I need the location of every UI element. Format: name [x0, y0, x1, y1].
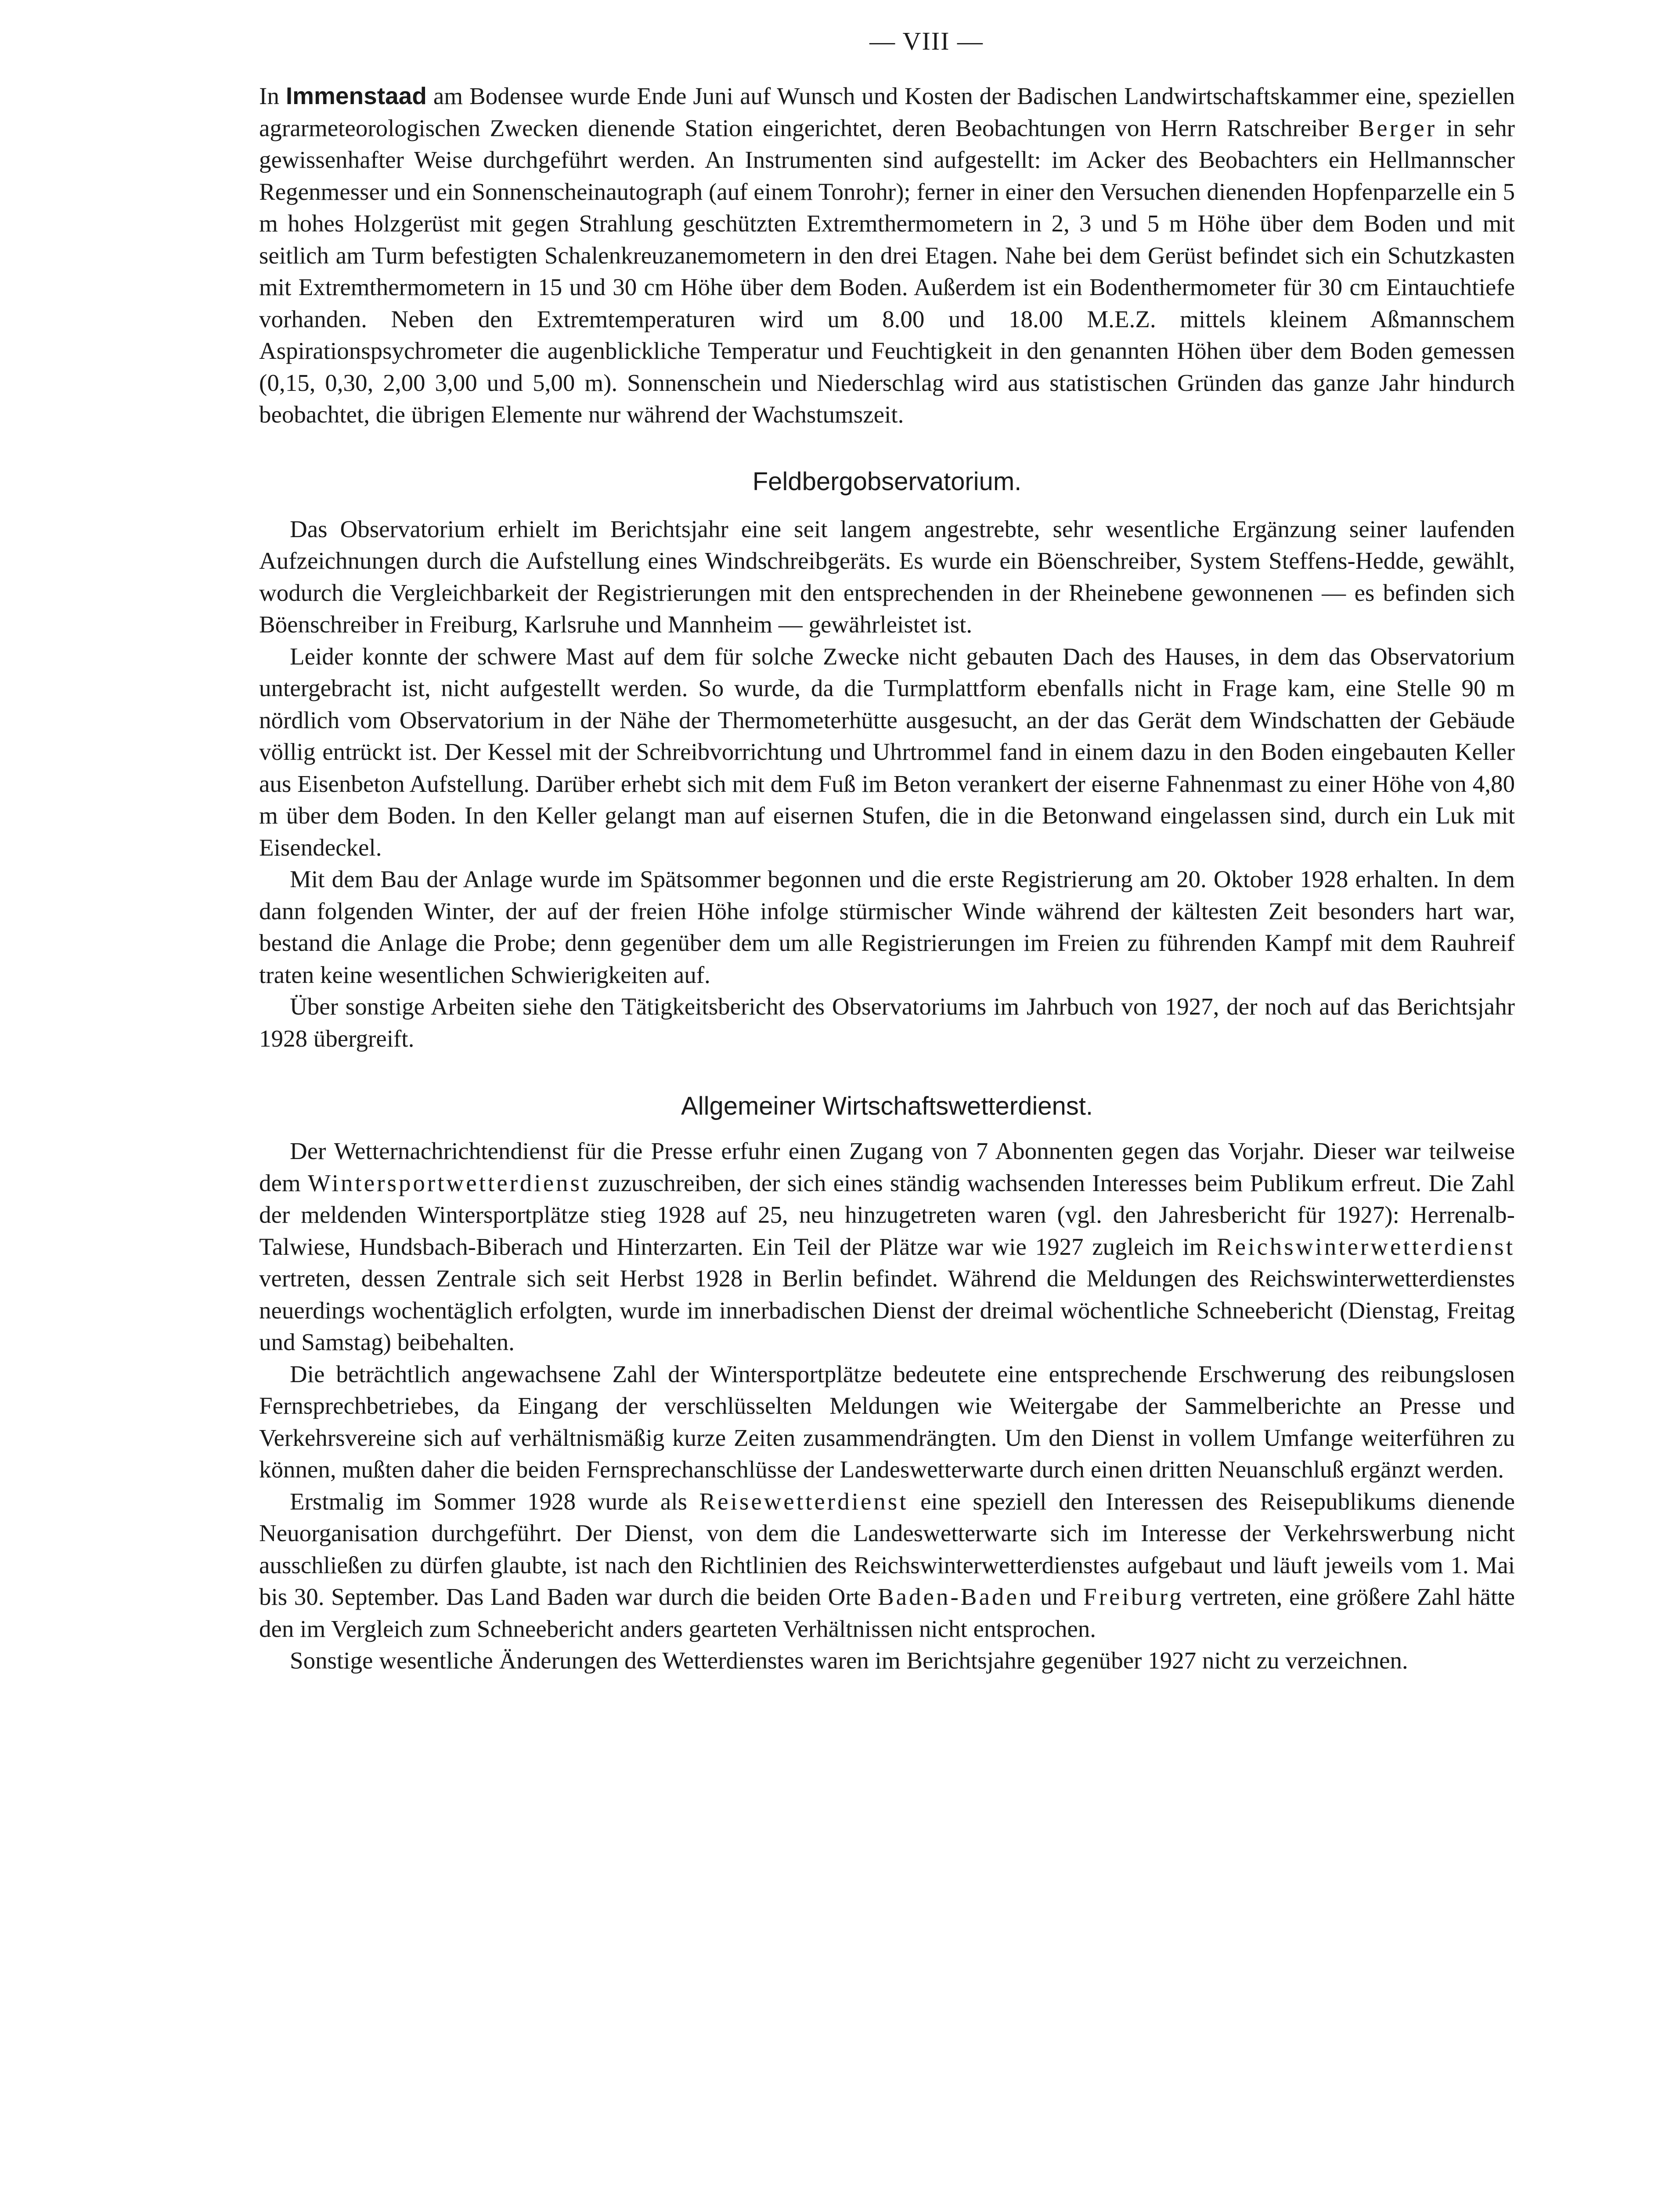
feldberg-paragraph-1: Das Observatorium erhielt im Berichtsjahr eine seit langem angestrebte, sehr wesentliche Ergänzung seiner laufenden Aufzeichnungen durch die Aufstellung eines Windschreibgeräts. Es wurde ein Böenschreiber, System Steffens-Hedde, gewählt, wodurch die Vergleichbarkeit der Registrierungen mit den entsprechenden in der Rheinebene gewonnenen — es befinden sich Böenschreiber in Freiburg, Karlsruhe und Mannheim — gewährleistet ist. [259, 515, 1515, 638]
text-run: eine speziell den Interessen des Reisepublikums dienende Neuorganisation durchgeführt. Der Dienst, von dem die Landeswetterwarte sich im Interesse der Verkehrswerbung nicht ausschließen zu dürfen glaubte, ist nach den Richtlinien des Reichswinterwetterdienstes aufgebaut und läuft jeweils vom 1. Mai bis 30. September. Das Land Baden war durch die beiden Orte [259, 1488, 1515, 1610]
term-wintersportwetterdienst: Wintersportwetterdienst [308, 1169, 591, 1196]
term-reisewetterdienst: Reisewetterdienst [699, 1488, 908, 1515]
text-run: In [259, 83, 286, 109]
wirtschaft-paragraph-3 [259, 1486, 1515, 1645]
wirtschaft-paragraph-2: Die beträchtlich angewachsene Zahl der Wintersportplätze bedeutete eine entsprechende Erschwerung des reibungslosen Fernsprechbetriebes, da Eingang der verschlüsselten Meldungen wie Weitergabe der Sammelberichte an Presse und Verkehrsvereine sich auf verhältnismäßig kurze Zeiten zusammendrängten. Um den Dienst in vollem Umfange weiterführen zu können, mußten daher die beiden Fernsprechanschlüsse der Landeswetterwarte durch einen dritten Neuanschluß ergänzt werden. [259, 1360, 1515, 1483]
feldberg-paragraph-2: Leider konnte der schwere Mast auf dem für solche Zwecke nicht gebauten Dach des Hauses, in dem das Observatorium untergebracht ist, nicht aufgestellt werden. So wurde, da die Turmplattform ebenfalls nicht in Frage kam, eine Stelle 90 m nördlich vom Observatorium in der Nähe der Thermometerhütte ausgesucht, an der das Gerät dem Windschatten der Gebäude völlig entrückt ist. Der Kessel mit der Schreibvorrichtung und Uhrtrommel fand in einem dazu in den Boden eingebauten Keller aus Eisenbeton Aufstellung. Darüber erhebt sich mit dem Fuß im Beton verankert der eiserne Fahnenmast zu einer Höhe von 4,80 m über dem Boden. In den Keller gelangt man auf eisernen Stufen, die in die Betonwand eingelassen sind, durch ein Luk mit Eisendeckel. [259, 643, 1515, 861]
text-run: Erstmalig im Sommer 1928 wurde als [290, 1488, 699, 1515]
immenstaad-paragraph [259, 80, 1515, 431]
page-number: — VIII — [869, 27, 984, 55]
text-run: vertreten, dessen Zentrale sich seit Herbst 1928 in Berlin befindet. Während die Meldungen des Reichswinterwetterdienstes neuerdings wochentäglich erfolgten, wurde im innerbadischen Dienst der dreimal wöchentliche Schneebericht (Dienstag, Freitag und Samstag) beibehalten. [259, 1265, 1515, 1355]
document-page [259, 26, 1515, 1677]
text-run: zuzuschreiben, der sich eines ständig wachsenden Interesses beim Publikum erfreut. Die Zahl der meldenden Wintersportplätze stieg 1928 auf 25, neu hinzugetreten waren (vgl. den Jahresbericht für 1927): Herrenalb-Talwiese, Hundsbach-Biberach und Hinterzarten. Ein Teil der Plätze war wie 1927 zugleich im [259, 1169, 1515, 1260]
place-name-freiburg: Freiburg [1083, 1583, 1184, 1610]
place-name-immenstaad: Immenstaad [285, 82, 427, 109]
section-heading-feldberg: Feldbergobservatorium. [752, 467, 1022, 496]
text-run: am Bodensee wurde Ende Juni auf Wunsch und Kosten der Badischen Landwirtschaftskammer eine, speziellen agrarmeteorologischen Zwecken dienende Station eingerichtet, deren Beobachtungen von Herrn Ratschreiber [259, 83, 1515, 141]
person-name-berger: Berger [1358, 114, 1437, 141]
feldberg-paragraph-3: Mit dem Bau der Anlage wurde im Spätsommer begonnen und die erste Registrierung am 20. Oktober 1928 erhalten. In dem dann folgenden Winter, der auf der freien Höhe infolge stürmischer Winde während der kältesten Zeit besonders hart war, bestand die Anlage die Probe; denn gegenüber dem um alle Registrierungen im Freien zu führenden Kampf mit dem Rauhreif traten keine wesentlichen Schwierigkeiten auf. [259, 866, 1515, 988]
text-run: Der Wetternachrichtendienst für die Presse erfuhr einen Zugang von 7 Abonnenten gegen das Vorjahr. Dieser war teilweise dem [259, 1138, 1515, 1196]
text-run: vertreten, eine größere Zahl hätte den im Vergleich zum Schneebericht anders gearteten Verhältnissen nicht entsprochen. [259, 1583, 1515, 1642]
wirtschaft-paragraph-4: Sonstige wesentliche Änderungen des Wetterdienstes waren im Berichtsjahre gegenüber 1927 nicht zu verzeichnen. [290, 1647, 1408, 1674]
wirtschaft-paragraph-1 [259, 1135, 1515, 1358]
text-run: in sehr gewissenhafter Weise durchgeführt werden. An Instrumenten sind aufgestellt: im Acker des Beobachters ein Hellmannscher Regenmesser und ein Sonnenscheinautograph (auf einem Tonrohr); ferner in einer den Versuchen dienenden Hopfenparzelle ein 5 m hohes Holzgerüst mit gegen Strahlung geschützten Extremthermometern in 2, 3 und 5 m Höhe über dem Boden und mit seitlich am Turm befestigten Schalenkreuzanemometern in den drei Etagen. Nahe bei dem Gerüst befindet sich ein Schutzkasten mit Extremthermometern in 15 und 30 cm Höhe über dem Boden. Außerdem ist ein Bodenthermometer für 30 cm Eintauchtiefe vorhanden. Neben den Extremtemperaturen wird um 8.00 und 18.00 M.E.Z. mittels kleinem Aßmannschem Aspirationspsychrometer die augenblickliche Temperatur und Feuchtigkeit in den genannten Höhen über dem Boden gemessen (0,15, 0,30, 2,00 3,00 und 5,00 m). Sonnenschein und Niederschlag wird aus statistischen Gründen das ganze Jahr hindurch beobachtet, die übrigen Elemente nur während der Wachstumszeit. [259, 114, 1515, 428]
term-reichswinterwetterdienst: Reichswinterwetterdienst [1217, 1233, 1515, 1260]
feldberg-paragraph-4: Über sonstige Arbeiten siehe den Tätigkeitsbericht des Observatoriums im Jahrbuch von 1927, der noch auf das Berichtsjahr 1928 übergreift. [259, 993, 1515, 1052]
section-heading-wirtschaftswetterdienst: Allgemeiner Wirtschaftswetterdienst. [681, 1092, 1093, 1120]
text-run: und [1033, 1583, 1084, 1610]
place-name-baden-baden: Baden-Baden [877, 1583, 1034, 1610]
